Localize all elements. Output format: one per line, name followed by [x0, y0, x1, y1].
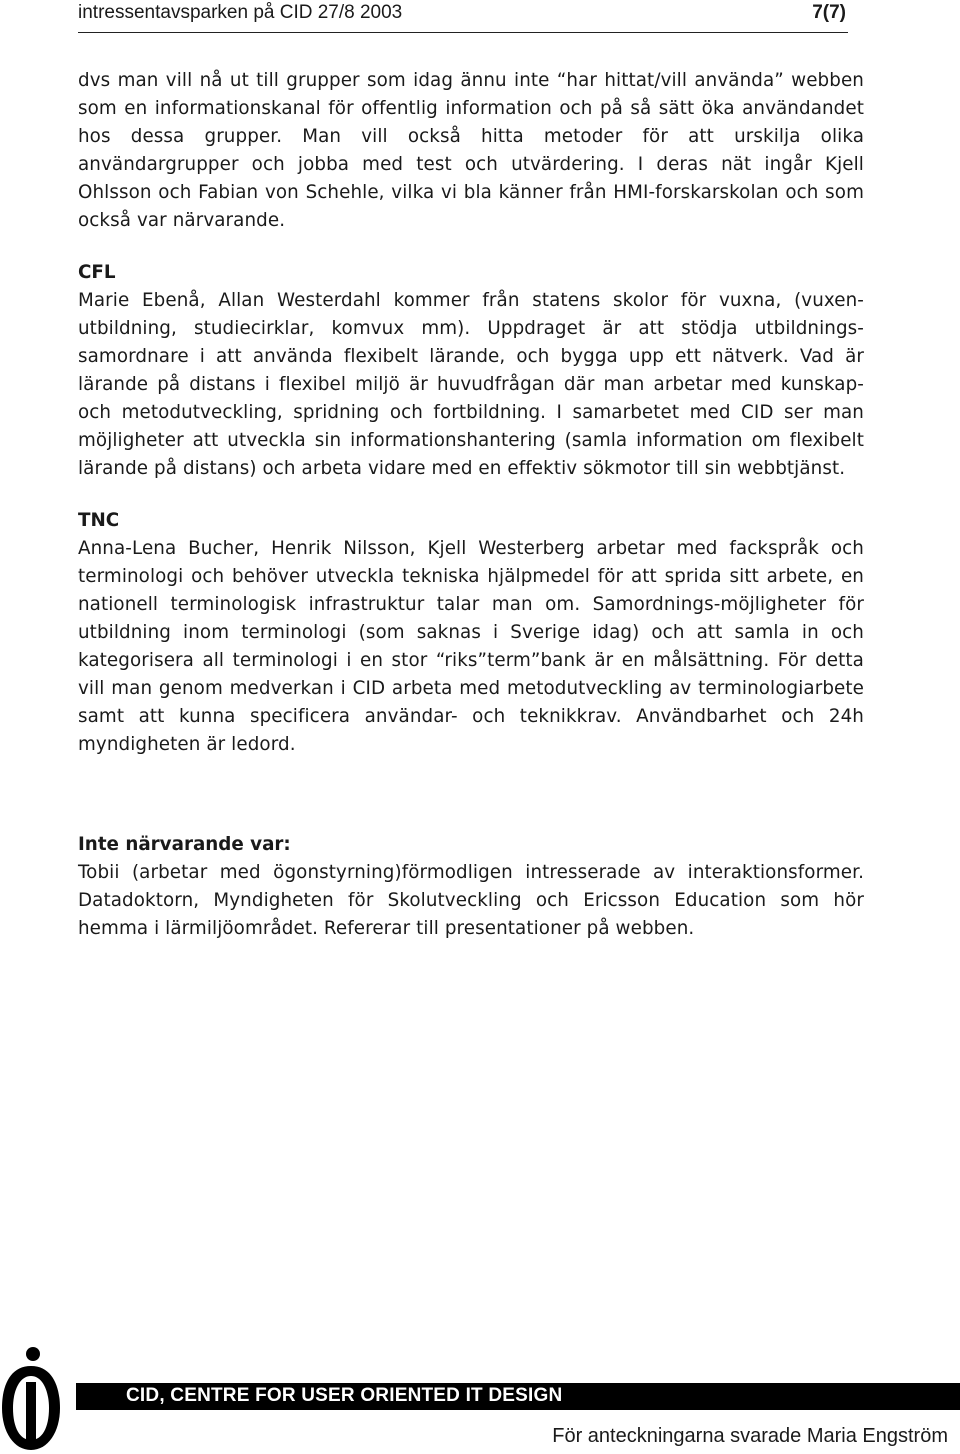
organization-name: CID, CENTRE FOR USER ORIENTED IT DESIGN — [126, 1385, 563, 1406]
section-heading-cfl: CFL — [78, 262, 116, 283]
section-text-cfl: Marie Ebenå, Allan Westerdahl kommer från statens skolor för vuxna, (vuxen-utbildning, studiecirklar, komvux mm). Uppdraget är att stödja utbildnings-samordnare i att använda flexibelt lärande, och bygga upp ett nätverk. Vad är lärande på distans i flexibel miljö är huvudfrågan där man arbetar med kunskap- och metodutveckling, spridning och fortbildning. I samarbetet med CID ser man möjligheter att utveckla sin informationshantering (samla information om flexibelt lärande på distans) och arbeta vidare med en effektiv sökmotor till sin webbtjänst. — [78, 290, 864, 479]
page-header — [78, 0, 848, 33]
notes-credit: För anteckningarna svarade Maria Engström — [552, 1425, 948, 1447]
footer-band — [76, 1383, 960, 1410]
absent-heading: Inte närvarande var: — [78, 834, 291, 855]
document-title: intressentavsparken på CID 27/8 2003 — [78, 2, 403, 23]
absent-text: Tobii (arbetar med ögonstyrning)förmodligen intresserade av interaktionsformer. Datadoktorn, Myndigheten för Skolutveckling och Ericsson Education som hör hemma i lärmiljöområdet. Refererar till presentationer på webben. — [78, 862, 864, 939]
section-heading-tnc: TNC — [78, 510, 120, 531]
intro-paragraph: dvs man vill nå ut till grupper som idag ännu inte “har hittat/vill använda” webben som en informationskanal för offentlig information och på så sätt öka användandet hos dessa grupper. Man vill också hitta metoder för att urskilja olika användargrupper och jobba med test och utvärdering. I deras nät ingår Kjell Ohlsson och Fabian von Schehle, vilka vi bla känner från HMI-forskarskolan och som också var närvarande. — [78, 70, 864, 231]
page-number: 7(7) — [812, 2, 846, 23]
section-text-tnc: Anna-Lena Bucher, Henrik Nilsson, Kjell Westerberg arbetar med fackspråk och terminologi och behöver utveckla tekniska hjälpmedel för att sprida sitt arbete, en nationell terminologisk infrastruktur talar man om. Samordnings-möjligheter för utbildning inom terminologi (som saknas i Sverige idag) och att samla in och kategorisera all terminologi i en stor “riks”term”bank är en målsättning. För detta vill man genom medverkan i CID arbeta med metodutveckling av terminologiarbete samt att kunna specificera användar- och teknikkrav. Användbarhet och 24h myndigheten är ledord. — [78, 538, 864, 755]
document-body — [78, 67, 864, 943]
cid-logo-icon — [0, 1346, 62, 1454]
